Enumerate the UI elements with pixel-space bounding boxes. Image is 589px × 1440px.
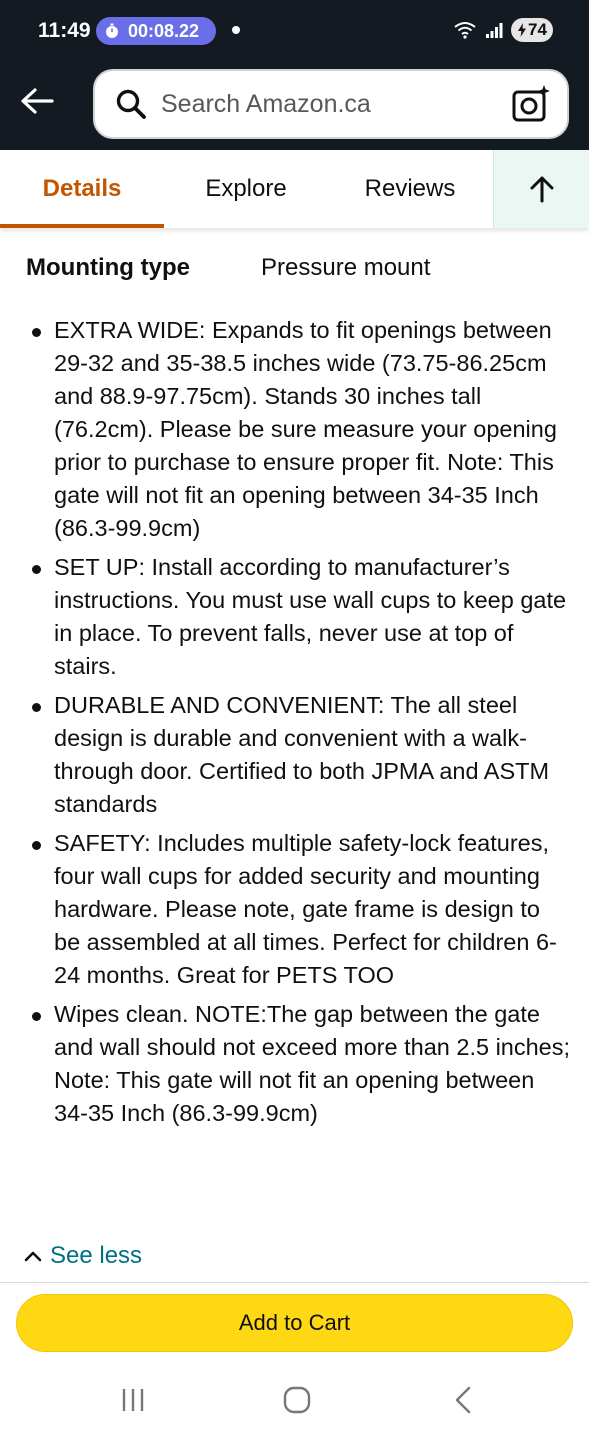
list-item: EXTRA WIDE: Expands to fit openings between 29-32 and 35-38.5 inches wide (73.75-86.25cm and 88.9-97.75cm). Stands 30 inches tall (76.2cm). Please be sure measure your opening prior to purchase to ensure proper fit. Note: This gate will not fit an opening between 34-35 Inch (86.3-99.9cm) bbox=[26, 314, 571, 545]
search-bar[interactable] bbox=[93, 69, 569, 139]
chevron-up-icon bbox=[24, 1250, 42, 1262]
app-header bbox=[0, 0, 589, 150]
charging-bolt-icon bbox=[517, 23, 527, 37]
battery-indicator bbox=[511, 18, 553, 42]
spec-label: Mounting type bbox=[26, 254, 190, 281]
back-button[interactable] bbox=[18, 84, 56, 118]
list-item: SAFETY: Includes multiple safety-lock features, four wall cups for added security and mounting hardware. Please note, gate frame is design to be assembled at all times. Perfect for children 6-24 months. Great for PETS TOO bbox=[26, 827, 571, 992]
android-nav-bar bbox=[0, 1360, 589, 1440]
divider bbox=[0, 1282, 589, 1283]
list-item: Wipes clean. NOTE:The gap between the gate and wall should not exceed more than 2.5 inches; Note: This gate will not fit an opening between 34-35 Inch (86.3-99.9cm) bbox=[26, 998, 571, 1130]
arrow-left-icon bbox=[20, 87, 54, 115]
notification-dot-icon bbox=[232, 26, 240, 34]
section-tabs bbox=[0, 150, 589, 228]
recent-apps-button[interactable] bbox=[113, 1380, 153, 1420]
search-icon bbox=[113, 86, 149, 122]
wifi-icon bbox=[453, 20, 477, 40]
tab-reviews[interactable]: Reviews bbox=[364, 175, 456, 202]
signal-icon bbox=[485, 21, 503, 39]
add-to-cart-button[interactable]: Add to Cart bbox=[16, 1294, 573, 1352]
tab-explore[interactable]: Explore bbox=[205, 175, 287, 202]
home-icon bbox=[282, 1385, 312, 1415]
battery-level: 74 bbox=[528, 20, 547, 39]
list-item: DURABLE AND CONVENIENT: The all steel design is durable and convenient with a walk-through door. Certified to both JPMA and ASTM standards bbox=[26, 689, 571, 821]
timer-chip[interactable] bbox=[96, 17, 216, 45]
see-less-link[interactable] bbox=[24, 1242, 142, 1270]
system-icons bbox=[453, 18, 553, 42]
home-button[interactable] bbox=[277, 1380, 317, 1420]
stopwatch-icon bbox=[104, 23, 120, 39]
recent-apps-icon bbox=[119, 1386, 147, 1414]
back-nav-button[interactable] bbox=[443, 1380, 483, 1420]
about-item-list bbox=[26, 314, 571, 1136]
spec-value: Pressure mount bbox=[261, 254, 431, 281]
status-time: 11:49 bbox=[38, 19, 91, 42]
list-item: SET UP: Install according to manufacturer’s instructions. You must use wall cups to keep gate in place. To prevent falls, never use at top of stairs. bbox=[26, 551, 571, 683]
camera-search-icon[interactable] bbox=[511, 85, 551, 125]
chevron-left-icon bbox=[452, 1385, 474, 1415]
scroll-to-top-button[interactable] bbox=[493, 150, 589, 228]
timer-value: 00:08.22 bbox=[128, 20, 200, 41]
status-bar bbox=[0, 0, 589, 62]
see-less-label: See less bbox=[50, 1242, 143, 1269]
arrow-up-icon bbox=[529, 175, 555, 203]
search-input[interactable] bbox=[161, 90, 501, 119]
tab-details[interactable]: Details bbox=[0, 150, 164, 228]
